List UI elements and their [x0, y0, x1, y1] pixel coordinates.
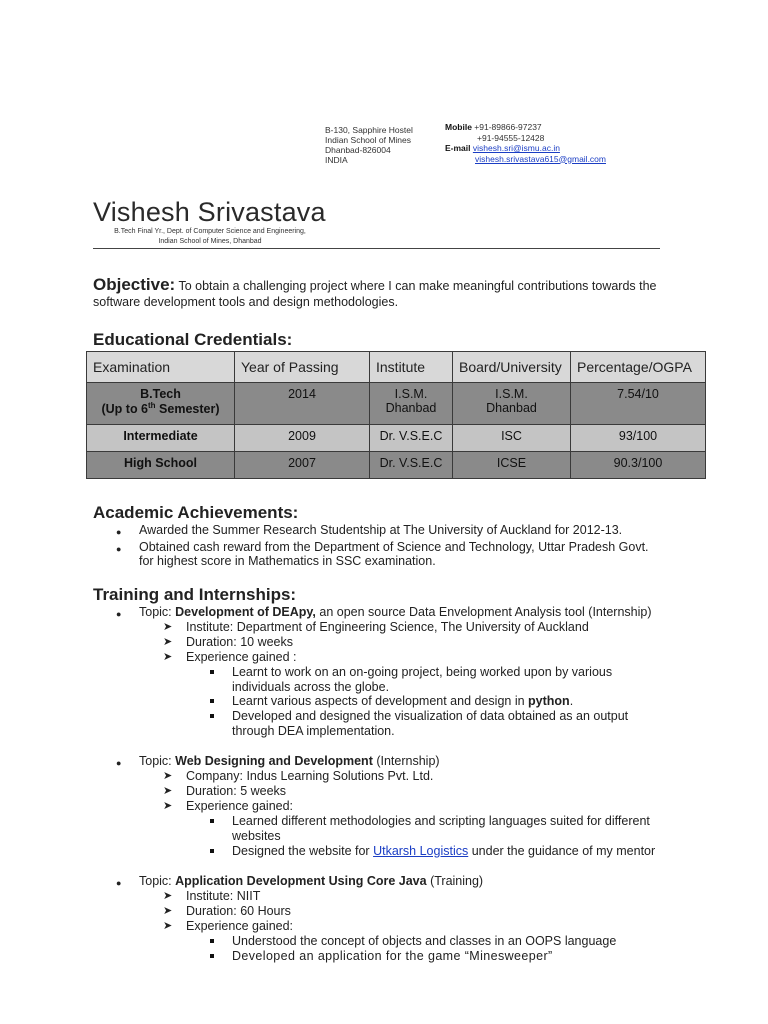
arrow-bullet-icon: ➤	[163, 920, 173, 932]
topic-title: Development of DEApy,	[175, 605, 316, 619]
education-heading: Educational Credentials:	[93, 330, 293, 349]
score-cell: 90.3/100	[571, 452, 706, 479]
item-text: Learnt various aspects of development and design in	[232, 694, 529, 708]
topic-prefix: Topic:	[139, 874, 176, 888]
institute-cell: Dr. V.S.E.C	[370, 425, 453, 452]
contact-block	[445, 122, 606, 164]
square-bullet-icon	[210, 819, 214, 823]
list-item: Experience gained:	[186, 799, 294, 813]
item-text: .	[569, 694, 574, 708]
list-item: Experience gained:	[186, 919, 294, 933]
square-bullet-icon	[210, 714, 214, 718]
list-item: through DEA implementation.	[232, 724, 395, 738]
bullet-icon: ●	[116, 609, 122, 619]
list-item: for highest score in Mathematics in SSC examination.	[139, 554, 436, 568]
board-cell: ISC	[453, 425, 571, 452]
table-row	[87, 383, 706, 425]
list-item	[139, 605, 652, 620]
objective-heading: Objective:	[93, 275, 176, 294]
table-row	[87, 425, 706, 452]
score-cell: 93/100	[571, 425, 706, 452]
square-bullet-icon	[210, 954, 214, 958]
institute-line: Dhanbad	[385, 401, 437, 415]
institute-cell: Dr. V.S.E.C	[370, 452, 453, 479]
utkarsh-logistics-link[interactable]: Utkarsh Logistics	[373, 844, 469, 858]
list-item: Awarded the Summer Research Studentship at The University of Auckland for 2012-13.	[139, 523, 623, 537]
list-item: Obtained cash reward from the Department of Science and Technology, Uttar Pradesh Govt.	[139, 540, 649, 554]
exam-name: B.Tech	[140, 387, 181, 401]
institute-line: I.S.M.	[394, 387, 428, 401]
list-item: Developed and designed the visualization of data obtained as an output	[232, 709, 629, 723]
list-item: Duration: 5 weeks	[186, 784, 287, 798]
bullet-icon: ●	[116, 758, 122, 768]
subtitle-line: B.Tech Final Yr., Dept. of Computer Science and Engineering,	[114, 228, 306, 235]
list-item: Learned different methodologies and scripting languages suited for different	[232, 814, 650, 828]
exam-detail	[91, 401, 230, 416]
person-name: Vishesh Srivastava	[93, 197, 326, 227]
bullet-icon: ●	[116, 544, 122, 554]
subtitle-line: Indian School of Mines, Dhanbad	[158, 237, 262, 245]
topic-rest: an open source Data Envelopment Analysis tool (Internship)	[315, 605, 652, 619]
square-bullet-icon	[210, 939, 214, 943]
exam-cell: High School	[87, 452, 235, 479]
square-bullet-icon	[210, 849, 214, 853]
topic-title: Web Designing and Development	[175, 754, 373, 768]
topic-rest: (Training)	[426, 874, 484, 888]
arrow-bullet-icon: ➤	[163, 890, 173, 902]
column-header: Board/University	[453, 352, 571, 383]
arrow-bullet-icon: ➤	[163, 651, 173, 663]
mobile-label: Mobile	[445, 122, 472, 132]
objective-text: To obtain a challenging project where I can make meaningful contributions towards the software development tools and design methodologies.	[93, 279, 657, 309]
arrow-bullet-icon: ➤	[163, 636, 173, 648]
table-header-row	[87, 352, 706, 383]
email-link[interactable]: vishesh.srivastava615@gmail.com	[475, 153, 606, 164]
list-item: Duration: 60 Hours	[186, 904, 291, 918]
mobile-number: +91-89866-97237	[474, 122, 542, 132]
item-text: under the guidance of my mentor	[468, 844, 656, 858]
list-item: Developed an application for the game “Minesweeper”	[232, 949, 553, 963]
training-heading: Training and Internships:	[93, 585, 297, 604]
list-item: Learnt to work on an on-going project, being worked upon by various	[232, 665, 613, 679]
arrow-bullet-icon: ➤	[163, 800, 173, 812]
exam-detail-text: (Up to 6	[101, 402, 149, 417]
exam-detail-text: Semester)	[155, 402, 220, 417]
column-header: Institute	[370, 352, 453, 383]
topic-prefix: Topic:	[139, 605, 176, 619]
column-header: Percentage/OGPA	[571, 352, 706, 383]
list-item: Duration: 10 weeks	[186, 635, 294, 649]
list-item: individuals across the globe.	[232, 680, 390, 694]
list-item: Experience gained :	[186, 650, 297, 664]
column-header: Year of Passing	[235, 352, 370, 383]
topic-rest: (Internship)	[372, 754, 440, 768]
mobile-number: +91-94555-12428	[477, 132, 545, 143]
arrow-bullet-icon: ➤	[163, 621, 173, 633]
year-cell: 2007	[235, 452, 370, 479]
address-line: Indian School of Mines	[325, 135, 411, 145]
exam-detail-sup: th	[148, 401, 156, 410]
education-table	[86, 351, 706, 479]
name-subtitle	[100, 227, 320, 246]
item-bold: python	[528, 694, 570, 708]
list-item: websites	[232, 829, 281, 843]
bullet-icon: ●	[116, 878, 122, 888]
list-item	[232, 844, 655, 859]
square-bullet-icon	[210, 699, 214, 703]
address-line: Dhanbad-826004	[325, 145, 391, 155]
score-cell: 7.54/10	[571, 383, 706, 425]
topic-prefix: Topic:	[139, 754, 176, 768]
year-cell: 2014	[235, 383, 370, 425]
address-line: B-130, Sapphire Hostel	[325, 125, 413, 135]
item-text: Designed the website for	[232, 844, 374, 858]
address-line: INDIA	[325, 155, 348, 165]
exam-cell: Intermediate	[87, 425, 235, 452]
list-item: Institute: Department of Engineering Science, The University of Auckland	[186, 620, 589, 634]
board-line: I.S.M.	[495, 387, 528, 401]
email-label: E-mail	[445, 143, 471, 153]
list-item: Company: Indus Learning Solutions Pvt. Ltd.	[186, 769, 434, 783]
list-item: Understood the concept of objects and classes in an OOPS language	[232, 934, 617, 948]
year-cell: 2009	[235, 425, 370, 452]
objective-section	[93, 277, 673, 310]
header-divider	[93, 248, 660, 249]
table-row	[87, 452, 706, 479]
list-item	[232, 694, 573, 709]
arrow-bullet-icon: ➤	[163, 770, 173, 782]
list-item: Institute: NIIT	[186, 889, 261, 903]
board-cell	[453, 383, 571, 425]
topic-title: Application Development Using Core Java	[175, 874, 427, 888]
square-bullet-icon	[210, 670, 214, 674]
board-cell: ICSE	[453, 452, 571, 479]
list-item	[139, 874, 483, 889]
achievements-heading: Academic Achievements:	[93, 503, 299, 522]
list-item	[139, 754, 440, 769]
email-link[interactable]: vishesh.sri@ismu.ac.in	[472, 143, 560, 153]
arrow-bullet-icon: ➤	[163, 905, 173, 917]
exam-cell	[87, 383, 235, 425]
column-header: Examination	[87, 352, 235, 383]
board-line: Dhanbad	[486, 401, 537, 415]
address-block	[325, 125, 413, 165]
arrow-bullet-icon: ➤	[163, 785, 173, 797]
bullet-icon: ●	[116, 527, 122, 537]
institute-cell	[370, 383, 453, 425]
